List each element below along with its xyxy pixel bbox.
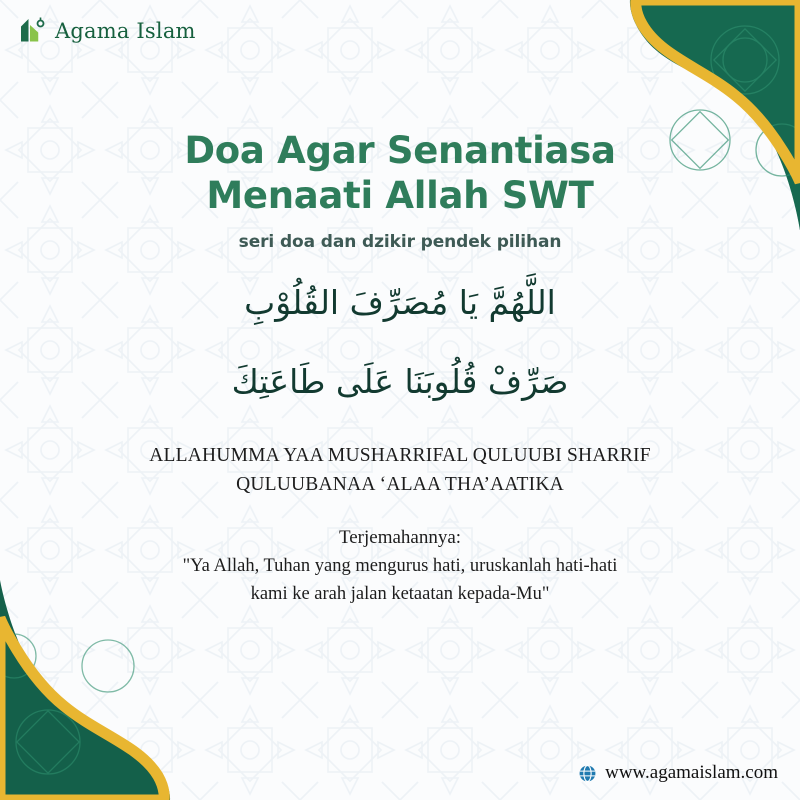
title-line-2: Menaati Allah SWT [206,174,594,218]
globe-icon [578,764,597,783]
brand-logo [18,16,196,46]
transliteration-line-1: ALLAHUMMA YAA MUSHARRIFAL QULUUBI SHARRIF [149,445,651,467]
translation-line-1: "Ya Allah, Tuhan yang mengurus hati, uruskanlah hati-hati [182,555,618,576]
mosque-icon [18,16,48,46]
title-line-1: Doa Agar Senantiasa [184,129,616,172]
transliteration-text [149,442,651,499]
brand-name: Agama Islam [55,19,196,43]
arabic-line-1: اللَّهُمَّ يَا مُصَرِّفَ القُلُوْبِ [244,283,556,323]
arabic-text [231,283,569,402]
page-subtitle: seri doa dan dzikir pendek pilihan [238,232,562,253]
arabic-line-2: صَرِّفْ قُلُوبَنَا عَلَى طَاعَتِكَ [231,362,569,402]
transliteration-line-2: QULUUBANAA ‘ALAA THA’AATIKA [236,473,564,495]
website-url: www.agamaislam.com [605,762,778,783]
website-footer [578,762,778,784]
translation-line-2: kami ke arah jalan ketaatan kepada-Mu" [250,583,550,604]
translation-label: Terjemahannya: [338,526,462,548]
translation-text [183,553,618,609]
page-title [184,128,615,218]
